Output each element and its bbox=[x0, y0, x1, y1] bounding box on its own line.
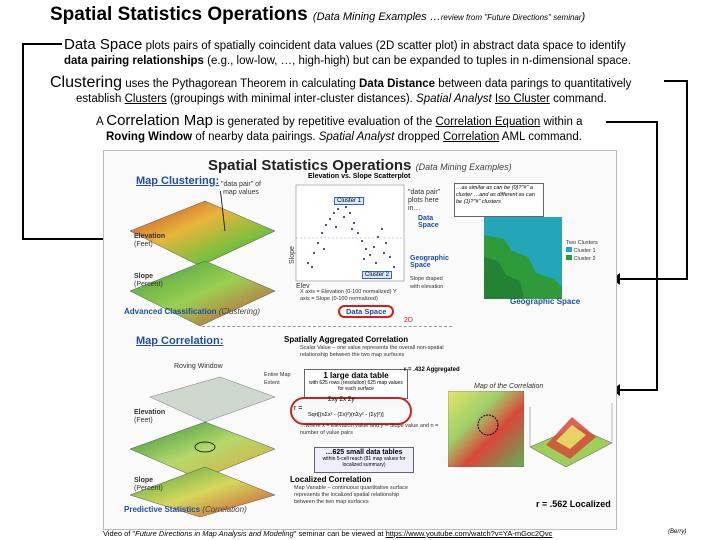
correlation-terrain-stack bbox=[110, 367, 280, 517]
connector-line bbox=[606, 121, 658, 123]
two-d-label: 2D bbox=[404, 317, 413, 324]
correlation-map bbox=[448, 391, 524, 467]
cluster2-tag: Cluster 2 bbox=[362, 271, 392, 279]
advanced-classification: Advanced Classification (Clustering) bbox=[124, 307, 261, 316]
clustering-lead: Clustering bbox=[50, 74, 123, 91]
connector-line bbox=[22, 43, 62, 45]
slope-label: Slope (Percent) bbox=[134, 273, 163, 288]
connector-line bbox=[664, 80, 688, 82]
small-tables-box: …625 small data tables within 5-cell reach (81 map values for localized summary) bbox=[314, 447, 414, 473]
title-subtitle: (Data Mining Examples …review from "Future Directions" seminar) bbox=[312, 11, 586, 23]
slope-surface bbox=[130, 261, 275, 326]
aggregated-heading: Spatially Aggregated Correlation bbox=[284, 335, 409, 344]
connector-line bbox=[620, 389, 658, 391]
video-link[interactable]: https://www.youtube.com/watch?v=YA-mGoc2Qvc bbox=[385, 529, 553, 538]
data-space-lead: Data Space bbox=[64, 36, 143, 53]
localized-heading: Localized Correlation bbox=[290, 475, 372, 484]
roving-window-label: Roving Window bbox=[174, 363, 223, 370]
connector-line bbox=[22, 43, 24, 239]
credit: (Berry) bbox=[668, 529, 687, 535]
equation-denominator: Sqrt[(nΣx² - (Σx)²)(nΣy² - (Σy)²)] bbox=[308, 412, 384, 418]
predictive-statistics: Predictive Statistics (Correlation) bbox=[124, 505, 247, 514]
data-space-paragraph: Data Space plots pairs of spatially coincident data values (2D scatter plot) in abstract data space to identify data pairing relationships (e.g., low-low, …, high-high) but can be expanded to tuples in n-dimensional space. bbox=[64, 36, 631, 67]
page-title bbox=[50, 4, 585, 26]
footer-note: Video of "Future Directions in Map Analysis and Modeling" seminar can be viewed at https://www.youtube.com/watch?v=YA-mGoc2Qvc bbox=[103, 529, 553, 538]
map-correlation-heading: Map Correlation: bbox=[136, 335, 224, 347]
cluster-legend: Two Clusters Cluster 1 Cluster 2 bbox=[566, 240, 598, 262]
section-divider bbox=[202, 326, 452, 327]
equation-numerator: Σxy Σx Σy bbox=[328, 397, 355, 403]
geographic-space-label: Geographic Space bbox=[410, 255, 449, 269]
correlation-lead: Correlation Map bbox=[106, 112, 213, 129]
title-text: Spatial Statistics Operations bbox=[50, 4, 308, 25]
map-clustering-heading: Map Clustering: bbox=[136, 175, 220, 187]
r-localized: r = .562 Localized bbox=[536, 499, 611, 509]
connector-line bbox=[686, 80, 688, 280]
data-space-oval: Data Space bbox=[338, 305, 394, 318]
cluster-note: …as similar as can be (0)?"#" a cluster …and as different as can be (1)?"#" clusters bbox=[454, 183, 544, 217]
slide-figure: Spatial Statistics Operations (Data Mining Examples) Map Clustering: "data pair" of map values Elevation (Feet) Slope (Percent) Elevation vs. Slope Scatterplot Cluster 1 Cluster 2 Slope Elev X axis = Elevation (0-100 normalized) Y axis = Slope (0-100 normalized) "data pair" plots here in… …as similar as can be (0)?"#" a cluster …and as different as can be (1)?"#" clusters Data Space Geographic Space Slope draped with elevation Two Clusters Cluster 1 Cluster 2 Advanced Classification (Clustering) Data Space 2D Geographic Space Map Correlation: Spatially Aggregated Correlation Scalar Value – one value represents the overall non-spatial relationship between the two map surfaces Roving Window Elevation (Feet) Slope (Percent) Entire Map Extent 1 large data table with 625 rows (resolution) 625 map values for each surface Σxy Σx Σy r = Sqrt[(nΣx² - (Σx)²)(nΣy² - (Σy)²)] …where x = Elevation value and y = Slope value and n = number of value pairs r = .432 Aggregated Map of the Correlation …625 small data tables within 5-cell reach (81 map values for localized summary) Localized Correlation Map Variable – continuous quantitative surface represents the localized spatial relationship between the two map surfaces r = .562 Localized Predictive Statistics (Correlation) bbox=[103, 150, 617, 530]
elevation-label: Elevation (Feet) bbox=[134, 233, 166, 248]
slope-label-2: Slope (Percent) bbox=[134, 477, 163, 492]
slide-title: Spatial Statistics Operations (Data Mining Examples) bbox=[208, 157, 512, 174]
geographic-space-title: Geographic Space bbox=[510, 297, 581, 306]
correlation-3d-plot bbox=[526, 387, 614, 493]
scatter-title: Elevation vs. Slope Scatterplot bbox=[308, 173, 411, 180]
data-space-label: Data Space bbox=[418, 215, 439, 229]
connector-line bbox=[656, 121, 658, 391]
cluster1-tag: Cluster 1 bbox=[334, 197, 364, 205]
r-aggregated: r = .432 Aggregated bbox=[404, 367, 460, 373]
correlation-paragraph: A Correlation Map is generated by repetitive evaluation of the Correlation Equation within a Roving Window of nearby data pairings. Spatial Analyst dropped Correlation AML command. bbox=[96, 112, 583, 143]
connector-line bbox=[620, 278, 688, 280]
cluster-map bbox=[484, 217, 562, 299]
clustering-paragraph: Clustering uses the Pythagorean Theorem in calculating Data Distance between data parings to quantitatively establish Clusters (groupings with minimal inter-cluster distances). Spatial Analyst Iso Cluster command. bbox=[50, 74, 632, 105]
large-table-box: 1 large data table with 625 rows (resolution) 625 map values for each surface bbox=[304, 369, 408, 399]
axis-note: X axis = Elevation (0-100 normalized) Y axis = Slope (0-100 normalized) bbox=[300, 289, 397, 302]
map-of-r-label: Map of the Correlation bbox=[474, 383, 544, 390]
elevation-label-2: Elevation (Feet) bbox=[134, 409, 166, 424]
